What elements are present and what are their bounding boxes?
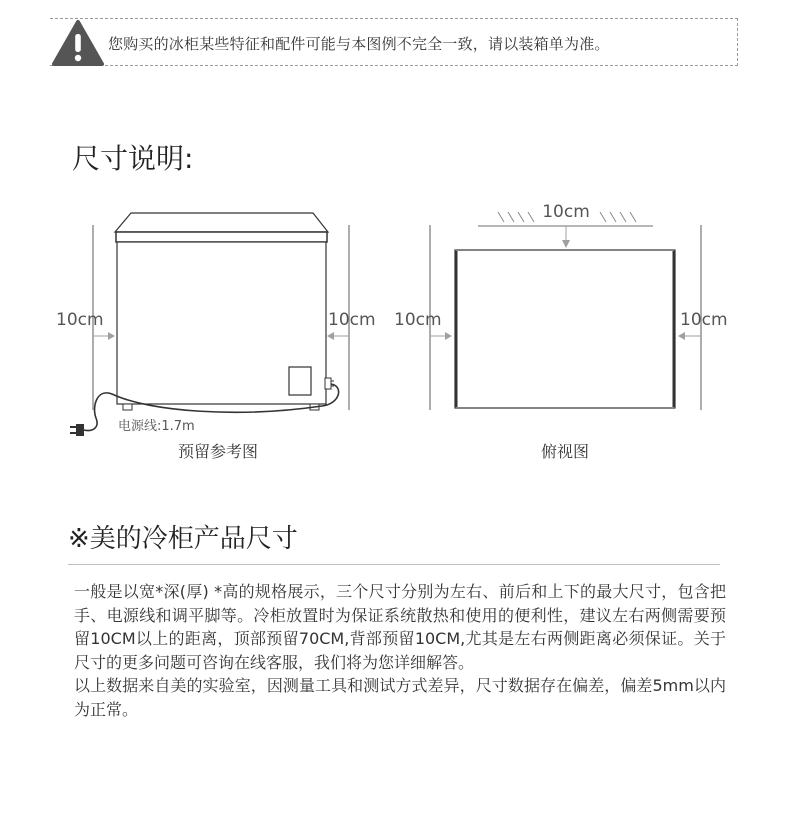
section-divider [68, 564, 720, 565]
front-right-gap-label: 10cm [328, 310, 376, 330]
description-text [74, 580, 726, 721]
top-left-gap-label: 10cm [394, 310, 442, 330]
front-left-gap-label: 10cm [56, 310, 104, 330]
freezer-top-outline [455, 250, 675, 408]
notice-text: 您购买的冰柜某些特征和配件可能与本图例不完全一致，请以装箱单为准。 [108, 35, 610, 53]
top-right-gap-label: 10cm [680, 310, 728, 330]
power-plug-icon [70, 424, 84, 436]
front-caption: 预留参考图 [177, 442, 259, 461]
top-caption: 俯视图 [540, 442, 590, 461]
lid-front-edge [116, 232, 327, 242]
top-view [394, 202, 728, 461]
warning-icon [50, 19, 106, 67]
notice-banner [50, 18, 738, 66]
cord-length-label: 电源线:1.7m [118, 419, 195, 434]
section-heading: ※美的冷柜产品尺寸 [68, 524, 298, 554]
clearance-diagram [0, 190, 790, 480]
size-heading: 尺寸说明: [72, 142, 194, 175]
foot-left [123, 404, 132, 410]
size-description-paragraph: 一般是以宽*深(厚) *高的规格展示，三个尺寸分别为左右、前后和上下的最大尺寸，包含把手、电源线和调平脚等。冷柜放置时为保证系统散热和使用的便利性，建议左右两侧需要预留10CM以上的距离，顶部预留70CM,背部预留10CM,尤其是左右两侧距离必须保证。关于尺寸的更多问题可咨询在线客服，我们将为您详细解答。 [74, 582, 726, 672]
measurement-note-paragraph: 以上数据来自美的实验室，因测量工具和测试方式差异，尺寸数据存在偏差，偏差5mm以内为正常。 [74, 676, 726, 719]
freezer-lid [115, 213, 328, 232]
cord-plug-socket [325, 378, 331, 389]
control-panel [289, 367, 311, 395]
front-view [56, 213, 376, 461]
top-back-gap-label: 10cm [542, 202, 590, 222]
